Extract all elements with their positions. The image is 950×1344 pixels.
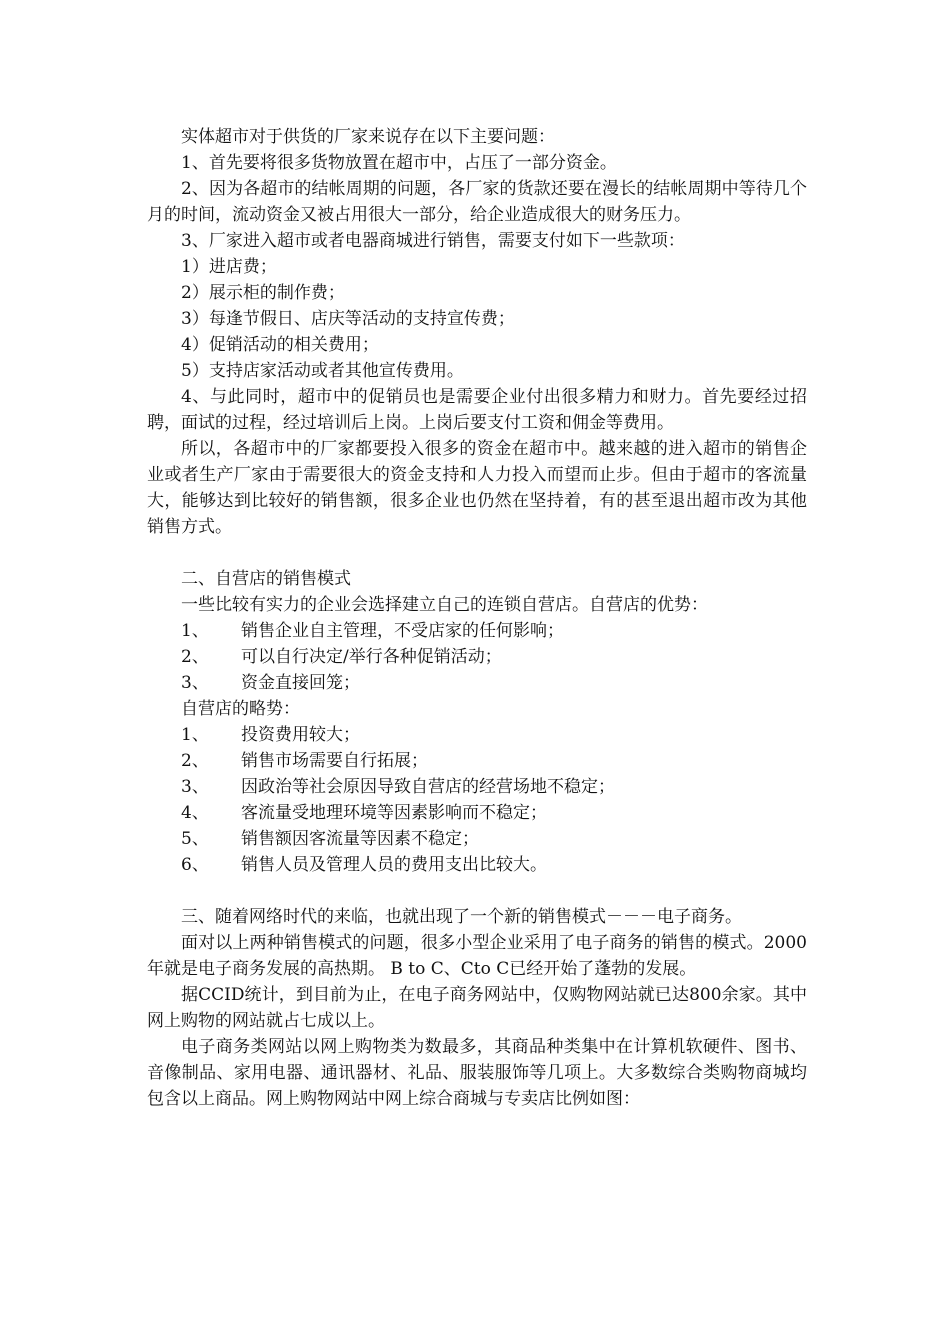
list-number: 5、 <box>181 829 209 849</box>
advantage-item <box>147 618 807 644</box>
list-number: 2、 <box>181 647 209 667</box>
disadvantage-item <box>147 748 807 774</box>
fee-item: 5）支持店家活动或者其他宣传费用。 <box>181 361 464 381</box>
list-text: 因政治等社会原因导致自营店的经营场地不稳定； <box>241 777 615 797</box>
list-text: 资金直接回笼； <box>241 673 360 693</box>
list-text: 销售市场需要自行拓展； <box>241 751 428 771</box>
section1-intro: 实体超市对于供货的厂家来说存在以下主要问题： <box>181 127 555 147</box>
list-number: 3、 <box>181 673 209 693</box>
fee-item: 3）每逢节假日、店庆等活动的支持宣传费； <box>181 309 515 329</box>
section3-paragraph-2: 据CCID统计，到目前为止，在电子商务网站中，仅购物网站就已达800余家。其中网上购物的网站就占七成以上。 <box>147 985 807 1031</box>
list-number: 1、 <box>181 621 209 641</box>
paragraph-spacer <box>147 540 807 566</box>
section3-heading: 三、随着网络时代的来临，也就出现了一个新的销售模式－－－电子商务。 <box>181 907 742 927</box>
section2-heading: 二、自营店的销售模式 <box>181 569 351 589</box>
section1-point-2: 2、因为各超市的结帐周期的问题，各厂家的货款还要在漫长的结帐周期中等待几个月的时间，流动资金又被占用很大一部分，给企业造成很大的财务压力。 <box>147 179 807 225</box>
list-number: 4、 <box>181 803 209 823</box>
list-text: 销售企业自主管理，不受店家的任何影响； <box>241 621 564 641</box>
disadvantage-item <box>147 826 807 852</box>
advantage-item <box>147 644 807 670</box>
section1-point-1: 1、首先要将很多货物放置在超市中，占压了一部分资金。 <box>181 153 617 173</box>
document-page <box>147 124 807 1112</box>
section1-point-3: 3、厂家进入超市或者电器商城进行销售，需要支付如下一些款项： <box>181 231 685 251</box>
section1-conclusion: 所以，各超市中的厂家都要投入很多的资金在超市中。越来越的进入超市的销售企业或者生产厂家由于需要很大的资金支持和人力投入而望而止步。但由于超市的客流量大，能够达到比较好的销售额，很多企业也仍然在坚持着，有的甚至退出超市改为其他销售方式。 <box>147 439 807 537</box>
disadvantages-label: 自营店的略势： <box>181 699 300 719</box>
fee-item: 4）促销活动的相关费用； <box>181 335 379 355</box>
disadvantage-item <box>147 852 807 878</box>
section3-paragraph-1: 面对以上两种销售模式的问题，很多小型企业采用了电子商务的销售的模式。2000年就是电子商务发展的高热期。 B to C、Cto C已经开始了蓬勃的发展。 <box>147 933 807 979</box>
fee-item: 2）展示柜的制作费； <box>181 283 345 303</box>
list-number: 1、 <box>181 725 209 745</box>
list-number: 6、 <box>181 855 209 875</box>
list-text: 销售人员及管理人员的费用支出比较大。 <box>241 855 547 875</box>
list-text: 客流量受地理环境等因素影响而不稳定； <box>241 803 547 823</box>
list-number: 2、 <box>181 751 209 771</box>
section2-intro: 一些比较有实力的企业会选择建立自己的连锁自营店。自营店的优势： <box>181 595 708 615</box>
list-text: 销售额因客流量等因素不稳定； <box>241 829 479 849</box>
list-text: 可以自行决定/举行各种促销活动； <box>241 647 502 667</box>
section3-paragraph-3: 电子商务类网站以网上购物类为数最多，其商品种类集中在计算机软硬件、图书、音像制品、家用电器、通讯器材、礼品、服装服饰等几项上。大多数综合类购物商城均包含以上商品。网上购物网站中网上综合商城与专卖店比例如图： <box>147 1037 807 1109</box>
paragraph-spacer <box>147 878 807 904</box>
list-number: 3、 <box>181 777 209 797</box>
advantage-item <box>147 670 807 696</box>
fee-item: 1）进店费； <box>181 257 277 277</box>
list-text: 投资费用较大； <box>241 725 360 745</box>
disadvantage-item <box>147 722 807 748</box>
disadvantage-item <box>147 800 807 826</box>
section1-point-4: 4、与此同时，超市中的促销员也是需要企业付出很多精力和财力。首先要经过招聘，面试的过程，经过培训后上岗。上岗后要支付工资和佣金等费用。 <box>147 387 807 433</box>
disadvantage-item <box>147 774 807 800</box>
